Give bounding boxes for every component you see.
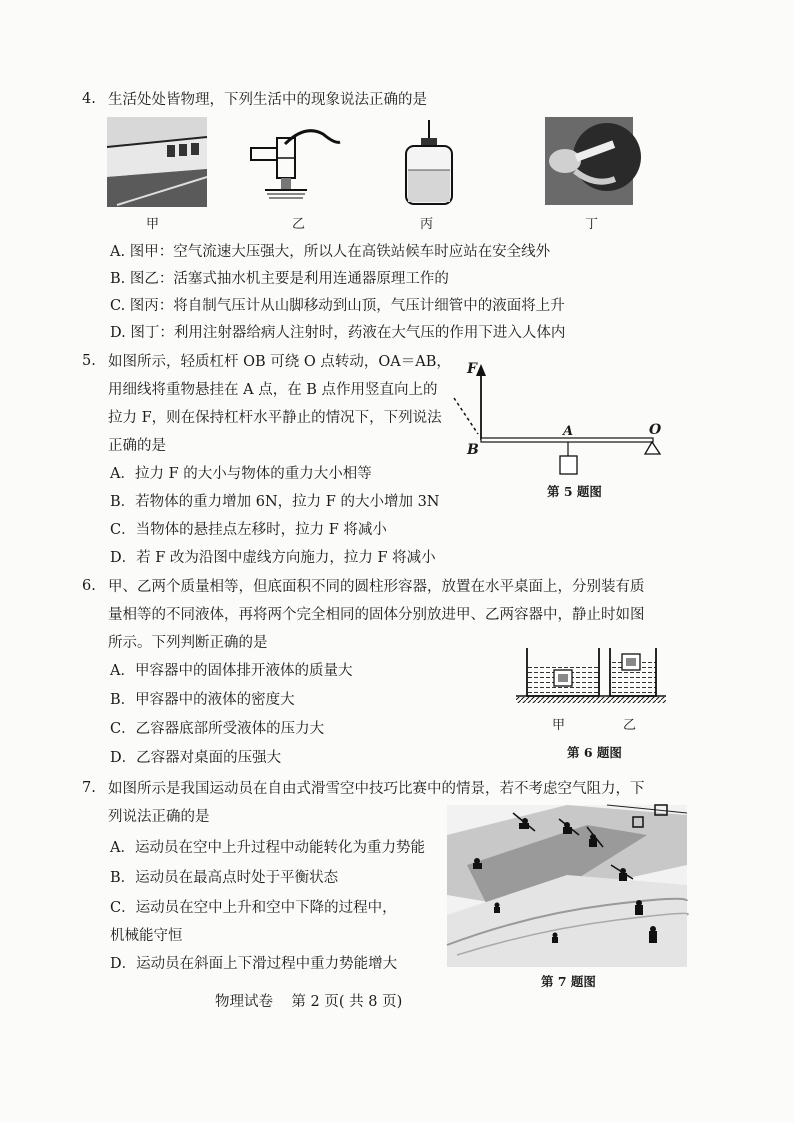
q4-option-b: B. 图乙：活塞式抽水机主要是利用连通器原理工作的 (110, 271, 449, 287)
q4-label-jia: 甲 (146, 217, 160, 232)
q4-option-d: D. 图丁：利用注射器给病人注射时，药液在大气压的作用下进入人体内 (110, 325, 566, 341)
q5-stem-line-4: 正确的是 (108, 438, 166, 454)
q5-label-f: F (467, 361, 477, 377)
q4-number: 4. (82, 91, 96, 107)
q7-skiing-photo (447, 805, 687, 967)
q5-option-a: A．拉力 F 的大小与物体的重力大小相等 (110, 466, 372, 482)
q6-option-c: C．乙容器底部所受液体的压力大 (110, 721, 325, 737)
q6-option-d: D．乙容器对桌面的压强大 (110, 750, 282, 766)
q7-number: 7. (82, 780, 96, 796)
q6-number: 6. (82, 578, 96, 594)
q6-figure-caption: 第 6 题图 (567, 745, 622, 760)
q5-option-d: D．若 F 改为沿图中虚线方向施力，拉力 F 将减小 (110, 550, 436, 566)
q6-stem-line-1: 甲、乙两个质量相等，但底面积不同的圆柱形容器，放置在水平桌面上，分别装有质 (108, 579, 645, 595)
q4-image-piston-pump (245, 124, 340, 202)
q5-stem-line-3: 拉力 F，则在保持杠杆水平静止的情况下，下列说法 (108, 410, 442, 426)
q5-label-b: B (467, 442, 479, 458)
q4-image-barometer (402, 120, 457, 208)
q7-option-c: C．运动员在空中上升和空中下降的过程中， (110, 900, 397, 916)
q4-option-a: A. 图甲：空气流速大压强大，所以人在高铁站候车时应站在安全线外 (110, 244, 551, 260)
page-footer: 物理试卷 第 2 页( 共 8 页) (215, 994, 403, 1010)
q7-option-c-continued: 机械能守恒 (110, 928, 183, 944)
q5-option-b: B．若物体的重力增加 6N，拉力 F 的大小增加 3N (110, 494, 440, 510)
q4-label-yi: 乙 (292, 217, 306, 232)
q5-option-c: C．当物体的悬挂点左移时，拉力 F 将减小 (110, 522, 387, 538)
q5-label-a: A (563, 424, 574, 439)
q5-stem-line-2: 用细线将重物悬挂在 A 点，在 B 点作用竖直向上的 (108, 382, 438, 398)
q6-option-a: A．甲容器中的固体排开液体的质量大 (110, 663, 353, 679)
q7-stem-line-2: 列说法正确的是 (108, 809, 210, 825)
q4-label-bing: 丙 (420, 217, 434, 232)
q5-figure-caption: 第 5 题图 (547, 484, 602, 499)
q7-figure-caption: 第 7 题图 (541, 974, 596, 989)
q7-stem-line-1: 如图所示是我国运动员在自由式滑雪空中技巧比赛中的情景，若不考虑空气阻力，下 (108, 781, 645, 797)
q6-label-yi: 乙 (623, 718, 637, 733)
q6-stem-line-2: 量相等的不同液体，再将两个完全相同的固体分别放进甲、乙两容器中，静止时如图 (108, 607, 645, 623)
q5-stem-line-1: 如图所示，轻质杠杆 OB 可绕 O 点转动，OA＝AB， (108, 354, 451, 370)
q6-containers-figure (516, 640, 666, 705)
q4-stem: 生活处处皆物理，下列生活中的现象说法正确的是 (108, 92, 427, 108)
q5-lever-figure (440, 360, 670, 485)
q4-image-syringe (545, 117, 633, 205)
q6-stem-line-3: 所示。下列判断正确的是 (108, 635, 268, 651)
q6-option-b: B．甲容器中的液体的密度大 (110, 692, 295, 708)
q7-option-b: B．运动员在最高点时处于平衡状态 (110, 870, 339, 886)
q7-option-a: A．运动员在空中上升过程中动能转化为重力势能 (110, 840, 425, 856)
q4-image-train-station (107, 117, 207, 207)
q4-option-c: C. 图丙：将自制气压计从山脚移动到山顶，气压计细管中的液面将上升 (110, 298, 565, 314)
q4-label-ding: 丁 (585, 217, 599, 232)
q7-option-d: D．运动员在斜面上下滑过程中重力势能增大 (110, 956, 398, 972)
q6-label-jia: 甲 (552, 718, 566, 733)
q5-number: 5. (82, 353, 96, 369)
q5-label-o: O (649, 422, 662, 438)
